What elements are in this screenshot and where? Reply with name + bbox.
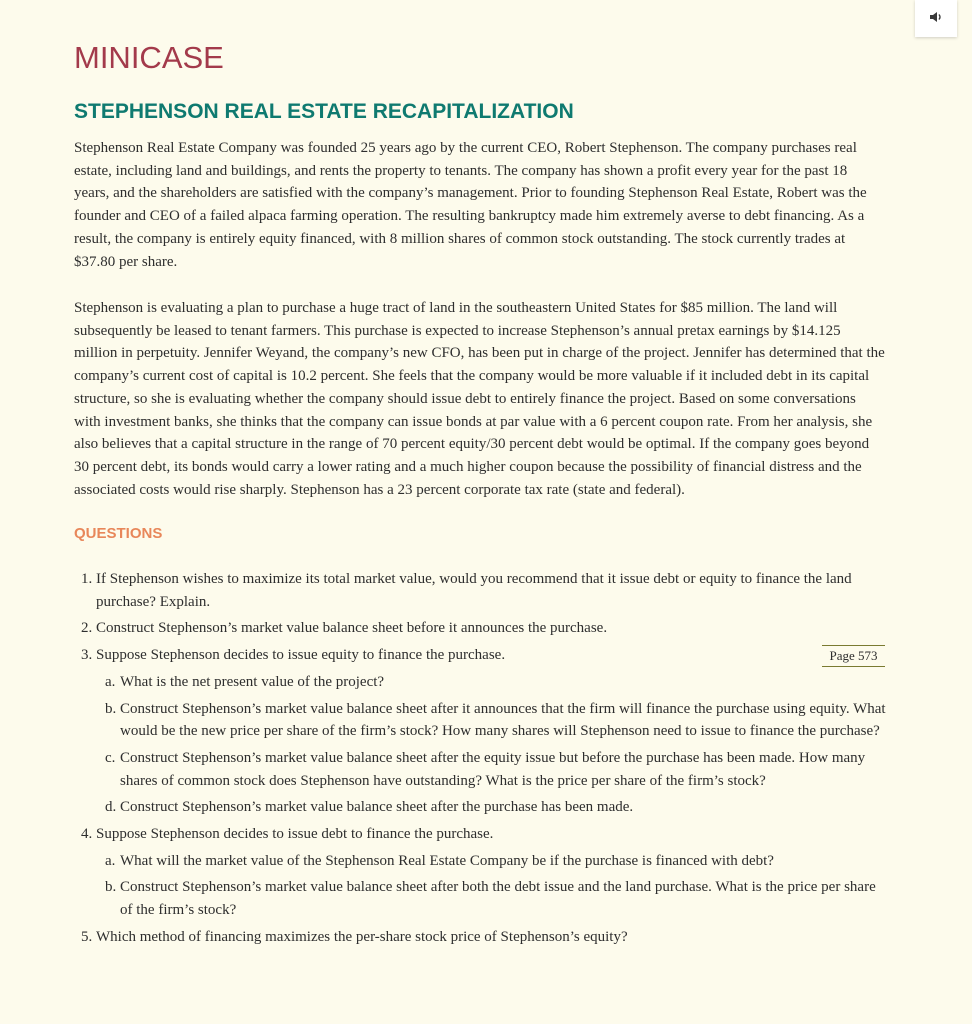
subquestion-text: Construct Stephenson’s market value balance sheet after the purchase has been made. [120, 799, 634, 816]
question-4a [74, 850, 886, 873]
page-number-marker: Page 573 [822, 645, 885, 667]
case-title: STEPHENSON REAL ESTATE RECAPITALIZATION [74, 100, 574, 123]
questions-heading: QUESTIONS [74, 525, 163, 542]
subquestion-letter: d. [105, 799, 117, 816]
subquestion-letter: a. [105, 673, 116, 690]
question-text: Construct Stephenson’s market value balance sheet before it announces the purchase. [96, 620, 608, 637]
question-number: 5. [81, 928, 93, 945]
subquestion-text: What is the net present value of the project? [120, 673, 385, 690]
audio-button[interactable] [915, 0, 957, 37]
question-text: Suppose Stephenson decides to issue equity to finance the purchase. [96, 647, 506, 664]
subquestion-text: Construct Stephenson’s market value balance sheet after the equity issue but before the purchase has been made. How many shares of common stock does Stephenson have outstanding? What is the price per share of the firm’s stock? [120, 749, 866, 789]
subquestion-letter: c. [105, 749, 116, 766]
question-2 [74, 617, 886, 640]
subquestion-letter: b. [105, 879, 117, 896]
body-paragraph-2: Stephenson is evaluating a plan to purchase a huge tract of land in the southeastern United States for $85 million. The land will subsequently be leased to tenant farmers. This purchase is expected to increase Stephenson’s annual pretax earnings by $14.125 million in perpetuity. Jennifer Weyand, the company’s new CFO, has been put in charge of the project. Jennifer has determined that the company’s current cost of capital is 10.2 percent. She feels that the company would be more valuable if it included debt in its capital structure, so she is evaluating whether the company should issue debt to entirely finance the project. Based on some conversations with investment banks, she thinks that the company can issue bonds at par value with a 6 percent coupon rate. From her analysis, she also believes that a capital structure in the range of 70 percent equity/30 percent debt would be optimal. If the company goes beyond 30 percent debt, its bonds would carry a lower rating and a much higher coupon because the possibility of financial distress and the associated costs would rise sharply. Stephenson has a 23 percent corporate tax rate (state and federal). [74, 300, 885, 498]
question-number: 2. [81, 620, 93, 637]
question-number: 3. [81, 647, 93, 664]
question-text: Suppose Stephenson decides to issue debt to finance the purchase. [96, 826, 494, 843]
question-1 [74, 568, 886, 613]
question-3b [74, 698, 886, 743]
question-3a [74, 671, 886, 694]
body-paragraph-1: Stephenson Real Estate Company was founded 25 years ago by the current CEO, Robert Stephenson. The company purchases real estate, including land and buildings, and rents the property to tenants. The company has shown a profit every year for the past 18 years, and the shareholders are satisfied with the company’s management. Prior to founding Stephenson Real Estate, Robert was the founder and CEO of a failed alpaca farming operation. The resulting bankruptcy made him extremely averse to debt financing. As a result, the company is entirely equity financed, with 8 million shares of common stock outstanding. The stock currently trades at $37.80 per share. [74, 140, 867, 270]
question-text: If Stephenson wishes to maximize its total market value, would you recommend that it issue debt or equity to finance the land purchase? Explain. [96, 571, 852, 610]
question-number: 1. [81, 571, 93, 587]
questions-list [74, 568, 886, 953]
question-5 [74, 926, 886, 949]
question-4b [74, 876, 886, 921]
subquestion-text: Construct Stephenson’s market value balance sheet after it announces that the firm will finance the purchase using equity. What would be the new price per share of the firm’s stock? How many shares will Stephenson need to issue to finance the purchase? [120, 700, 886, 740]
speaker-icon [929, 10, 943, 28]
question-3c [74, 747, 886, 792]
question-text: Which method of financing maximizes the per-share stock price of Stephenson’s equity? [96, 928, 628, 945]
question-number: 4. [81, 826, 93, 843]
question-4 [74, 823, 886, 846]
subquestion-letter: a. [105, 852, 116, 869]
subquestion-text: What will the market value of the Stephenson Real Estate Company be if the purchase is financed with debt? [120, 852, 774, 869]
subquestion-letter: b. [105, 700, 117, 717]
subquestion-text: Construct Stephenson’s market value balance sheet after both the debt issue and the land purchase. What is the price per share of the firm’s stock? [120, 879, 876, 919]
question-3 [74, 644, 886, 667]
minicase-label: MINICASE [74, 40, 224, 75]
question-3d [74, 796, 886, 819]
